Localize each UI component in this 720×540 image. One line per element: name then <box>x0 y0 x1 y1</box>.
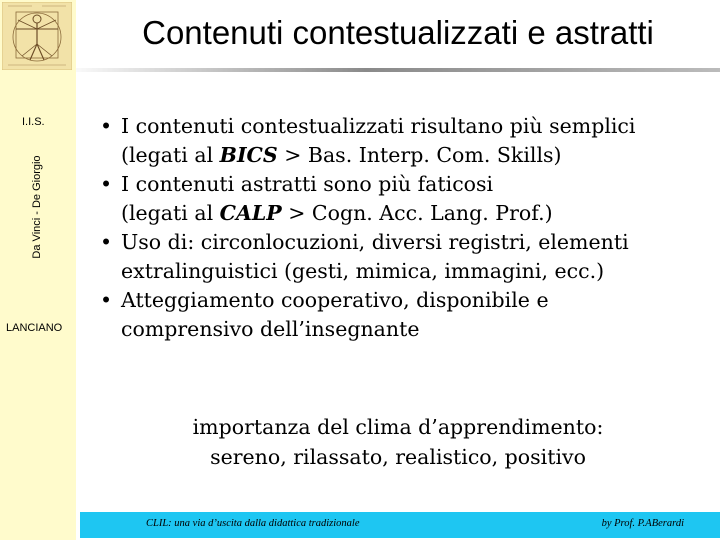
bullet-item <box>100 170 710 228</box>
bullet-text: I contenuti astratti sono più faticosi <box>121 172 494 196</box>
sidebar <box>0 0 76 540</box>
bullet-emphasis: CALP <box>219 201 282 225</box>
bullet-item <box>100 286 710 344</box>
importance-note <box>76 412 720 472</box>
bullet-text: (legati al <box>121 143 220 167</box>
importance-line: importanza del clima d’apprendimento: <box>192 415 604 439</box>
footer-course-title: CLIL: una via d’uscita dalla didattica tradizionale <box>146 518 360 529</box>
footer-bar <box>80 512 720 538</box>
bullet-item <box>100 228 710 286</box>
school-name-label: Da Vinci - De Giorgio <box>31 155 43 259</box>
bullet-text: Atteggiamento cooperativo, disponibile e <box>121 288 549 312</box>
title-divider <box>76 68 720 72</box>
bullet-text: Uso di: circonlocuzioni, diversi registri, elementi <box>121 230 629 254</box>
bullet-text: > Bas. Interp. Com. Skills) <box>277 143 562 167</box>
bullet-text: > Cogn. Acc. Lang. Prof.) <box>281 201 553 225</box>
bullet-item <box>100 112 710 170</box>
footer-author: by Prof. P.ABerardi <box>601 518 684 529</box>
vitruvian-man-logo-icon <box>2 2 72 70</box>
bullet-text: (legati al <box>121 201 220 225</box>
school-type-label: I.I.S. <box>22 116 45 128</box>
bullet-text: I contenuti contestualizzati risultano più semplici <box>121 114 636 138</box>
bullet-list <box>100 112 710 344</box>
importance-line: sereno, rilassato, realistico, positivo <box>210 445 586 469</box>
school-city-label: LANCIANO <box>6 322 63 334</box>
bullet-text: extralinguistici (gesti, mimica, immagini, ecc.) <box>121 259 605 283</box>
bullet-text: comprensivo dell’insegnante <box>121 317 420 341</box>
slide-title: Contenuti contestualizzati e astratti <box>142 14 654 51</box>
bullet-emphasis: BICS <box>219 143 278 167</box>
